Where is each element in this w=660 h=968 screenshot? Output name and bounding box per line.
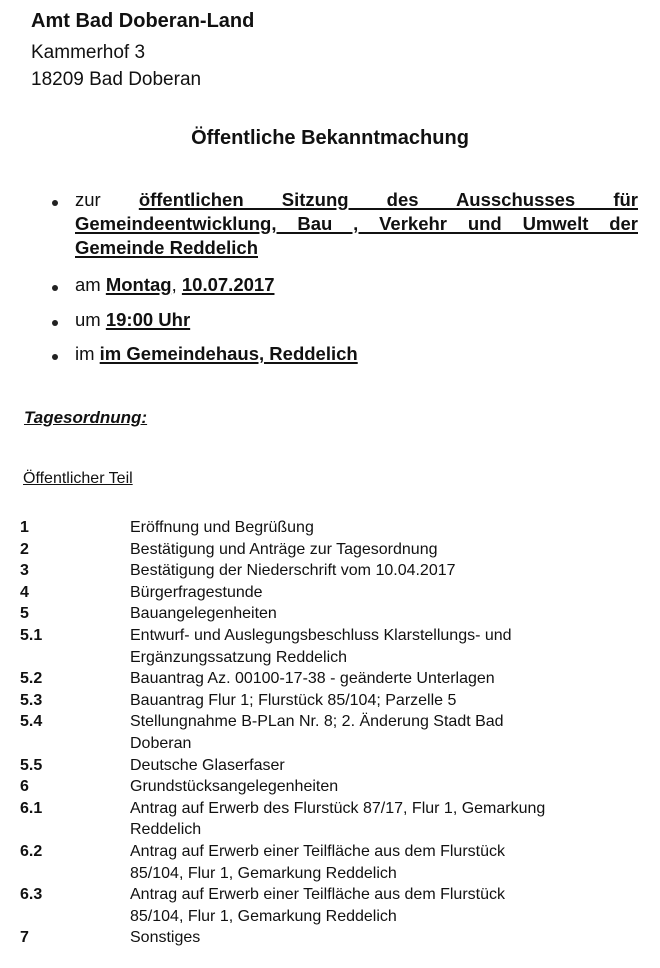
agenda-item-number: 5.5 (20, 756, 43, 774)
bullet-sitzung (75, 188, 638, 260)
agenda-item (0, 711, 660, 754)
agenda-item-text: Bestätigung der Niederschrift vom 10.04.2017 (130, 562, 456, 580)
agenda-item-text: Antrag auf Erwerb des Flurstück 87/17, Flur 1, Gemarkung (130, 799, 546, 817)
city-address: 18209 Bad Doberan (31, 69, 202, 90)
agenda-item-text: Antrag auf Erwerb einer Teilfläche aus dem Flurstück (130, 842, 505, 860)
date-value: 10.07.2017 (181, 274, 275, 295)
agenda-item-text: Doberan (130, 734, 192, 752)
agenda-item-number: 7 (20, 929, 29, 947)
place-value: im Gemeindehaus, Reddelich (99, 343, 358, 364)
agenda-item-text: 85/104, Flur 1, Gemarkung Reddelich (130, 864, 397, 882)
agenda-item-number: 1 (20, 519, 29, 536)
agenda-list (0, 517, 660, 949)
agenda-item-text: Sonstiges (130, 929, 201, 947)
agenda-item-number: 5.3 (20, 691, 43, 709)
agenda-item-number: 5.2 (20, 670, 43, 688)
agenda-item-number: 6 (20, 778, 29, 796)
agenda-item-text: 85/104, Flur 1, Gemarkung Reddelich (130, 907, 397, 925)
bullet-place (75, 342, 358, 366)
agenda-item (0, 668, 660, 690)
agenda-item-text: Grundstücksangelegenheiten (130, 778, 339, 796)
agenda-item (0, 560, 660, 582)
agenda-item-number: 6.2 (20, 842, 43, 860)
agenda-item-number: 3 (20, 562, 29, 580)
organization-name: Amt Bad Doberan-Land (31, 10, 255, 32)
agenda-item-text: Reddelich (130, 821, 202, 839)
agenda-item-number: 5.4 (20, 713, 43, 731)
agenda-item-text: Bauantrag Az. 00100-17-38 - geänderte Unterlagen (130, 670, 495, 688)
agenda-item (0, 539, 660, 561)
agenda-item-text: Bauangelegenheiten (130, 605, 277, 623)
agenda-item-number: 5.1 (20, 626, 43, 644)
date-prefix: am (75, 274, 101, 295)
agenda-item-text: Ergänzungssatzung Reddelich (130, 648, 348, 666)
agenda-item (0, 798, 660, 841)
agenda-item (0, 603, 660, 625)
bullet-time (75, 308, 190, 332)
sitzung-line2: Gemeindeentwicklung, Bau , Verkehr und Umwelt der (75, 213, 638, 234)
time-value: 19:00 Uhr (105, 309, 191, 330)
street-address: Kammerhof 3 (31, 42, 146, 63)
document-title: Öffentliche Bekanntmachung (191, 127, 469, 149)
agenda-item-text: Eröffnung und Begrüßung (130, 519, 314, 536)
sitzung-line1: öffentlichen Sitzung des Ausschusses für (138, 189, 638, 210)
agenda-item (0, 625, 660, 668)
time-prefix: um (75, 309, 101, 330)
agenda-item-number: 4 (20, 583, 29, 601)
place-prefix: im (75, 343, 95, 364)
agenda-item (0, 517, 660, 539)
agenda-item-text: Bestätigung und Anträge zur Tagesordnung (130, 540, 438, 558)
agenda-item-text: Bürgerfragestunde (130, 583, 263, 601)
agenda-item-number: 6.3 (20, 886, 43, 904)
bullet-date (75, 273, 274, 297)
agenda-item-number: 6.1 (20, 799, 43, 817)
agenda-item-text: Entwurf- und Auslegungsbeschluss Klarstellungs- und (130, 626, 512, 644)
agenda-item-number: 5 (20, 605, 29, 623)
sitzung-prefix: zur (75, 189, 101, 210)
date-separator: , (171, 274, 182, 295)
agenda-item-text: Stellungnahme B-PLan Nr. 8; 2. Änderung Stadt Bad (130, 713, 504, 731)
agenda-item (0, 776, 660, 798)
date-day: Montag (105, 274, 172, 295)
sitzung-line3: Gemeinde Reddelich (75, 237, 258, 258)
agenda-item (0, 755, 660, 777)
bullet-icon (52, 285, 58, 291)
bullet-icon (52, 200, 58, 206)
agenda-item-text: Bauantrag Flur 1; Flurstück 85/104; Parzelle 5 (130, 691, 457, 709)
agenda-item-number: 2 (20, 540, 29, 558)
bullet-icon (52, 354, 58, 360)
agenda-item (0, 582, 660, 604)
agenda-heading: Tagesordnung: (24, 408, 148, 427)
agenda-item (0, 927, 660, 949)
agenda-item-text: Deutsche Glaserfaser (130, 756, 285, 774)
public-section-label: Öffentlicher Teil (23, 470, 133, 487)
agenda-item-text: Antrag auf Erwerb einer Teilfläche aus dem Flurstück (130, 886, 505, 904)
agenda-item (0, 690, 660, 712)
agenda-item (0, 884, 660, 927)
bullet-icon (52, 320, 58, 326)
agenda-item (0, 841, 660, 884)
